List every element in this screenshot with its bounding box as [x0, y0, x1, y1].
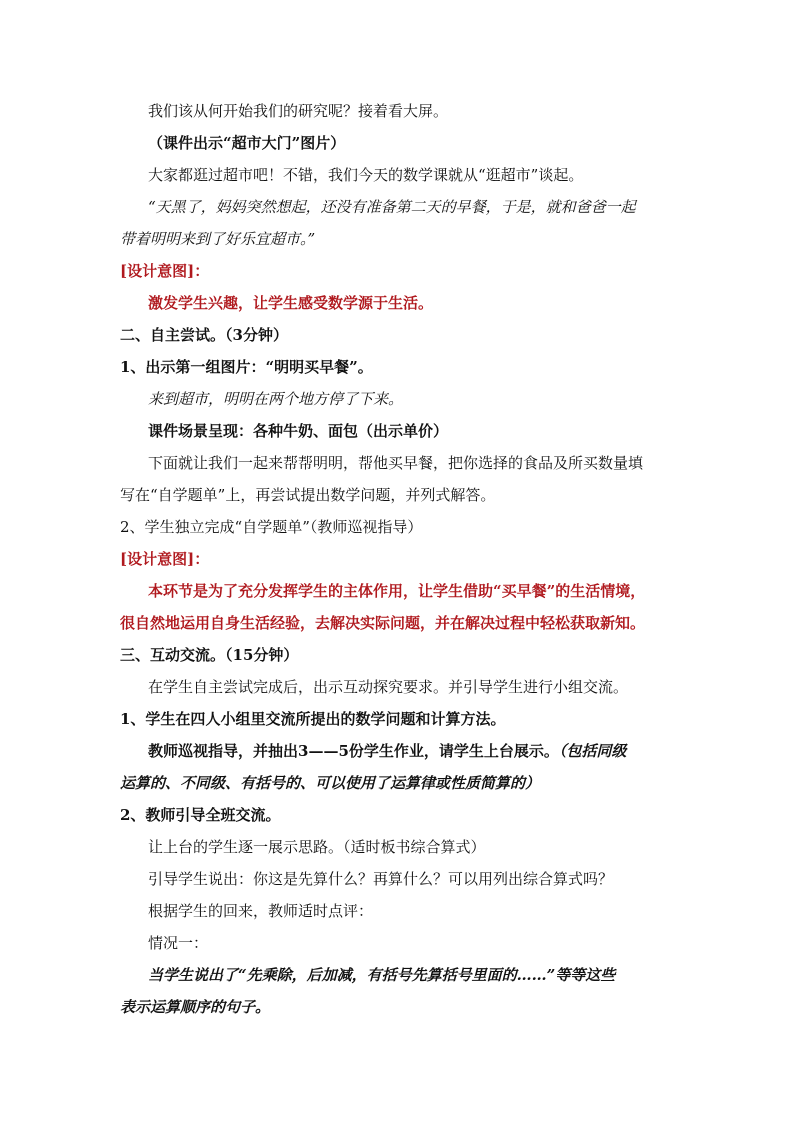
design-intent-label-1: [设计意图]：: [120, 262, 210, 280]
list-item-first-pictures: 1、出示第一组图片：“明明买早餐”。: [120, 358, 373, 376]
design-intent-label-2: [设计意图]：: [120, 550, 210, 568]
paragraph-order-rule-line1: 当学生说出了“先乘除，后加减，有括号先算括号里面的……”等等这些: [148, 966, 616, 984]
design-intent-text-2-line1: 本环节是为了充分发挥学生的主体作用，让学生借助“买早餐”的生活情境，: [148, 582, 646, 600]
paragraph-story-line2: 带着明明来到了好乐宜超市。”: [120, 230, 316, 248]
paragraph-help-ming-line1: 下面就让我们一起来帮帮明明，帮他买早餐，把你选择的食品及所买数量填: [148, 454, 644, 472]
paragraph-case-one: 情况一：: [148, 934, 209, 952]
paragraph-arrive-supermarket: 来到超市，明明在两个地方停了下来。: [148, 390, 404, 408]
paragraph-order-rule-line2: 表示运算顺序的句子。: [120, 998, 271, 1016]
paragraph-teacher-comment: 根据学生的回来，教师适时点评：: [148, 902, 374, 920]
section-heading-self-attempt: 二、自主尝试。（3分钟）: [120, 326, 288, 344]
teacher-patrol-italic-text: （包括同级: [558, 742, 627, 760]
paragraph-courseware-gate: （课件出示“超市大门”图片）: [148, 134, 346, 152]
paragraph-intro-question: 我们该从何开始我们的研究呢？接着看大屏。: [148, 102, 449, 120]
list-item-group-exchange: 1、学生在四人小组里交流所提出的数学问题和计算方法。: [120, 710, 506, 728]
paragraph-help-ming-line2: 写在“自学题单”上，再尝试提出数学问题，并列式解答。: [120, 486, 496, 504]
paragraph-story-line1: “天黑了，妈妈突然想起，还没有准备第二天的早餐，于是，就和爸爸一起: [148, 198, 636, 216]
section-heading-interaction: 三、互动交流。（15分钟）: [120, 646, 299, 664]
list-item-class-exchange: 2、教师引导全班交流。: [120, 806, 281, 824]
paragraph-teacher-patrol-line2: 运算的、不同级、有括号的、可以使用了运算律或性质简算的）: [120, 774, 541, 792]
paragraph-teacher-patrol-line1: [148, 741, 626, 761]
paragraph-courseware-scene: 课件场景呈现：各种牛奶、面包（出示单价）: [148, 422, 449, 440]
paragraph-after-attempt: 在学生自主尝试完成后，出示互动探究要求。并引导学生进行小组交流。: [148, 678, 629, 696]
paragraph-supermarket-intro: 大家都逛过超市吧！不错，我们今天的数学课就从“逛超市”谈起。: [148, 166, 584, 184]
teacher-patrol-bold-text: 教师巡视指导，并抽出3——5份学生作业，请学生上台展示。: [148, 742, 559, 760]
list-item-independent-work: 2、学生独立完成“自学题单”（教师巡视指导）: [120, 518, 423, 536]
design-intent-text-1: 激发学生兴趣，让学生感受数学源于生活。: [148, 294, 434, 312]
paragraph-guide-students: 引导学生说出：你这是先算什么？再算什么？可以用列出综合算式吗？: [148, 870, 614, 888]
design-intent-text-2-line2: 很自然地运用自身生活经验，去解决实际问题，并在解决过程中轻松获取新知。: [120, 614, 646, 632]
paragraph-show-ideas: 让上台的学生逐一展示思路。（适时板书综合算式）: [148, 838, 486, 856]
